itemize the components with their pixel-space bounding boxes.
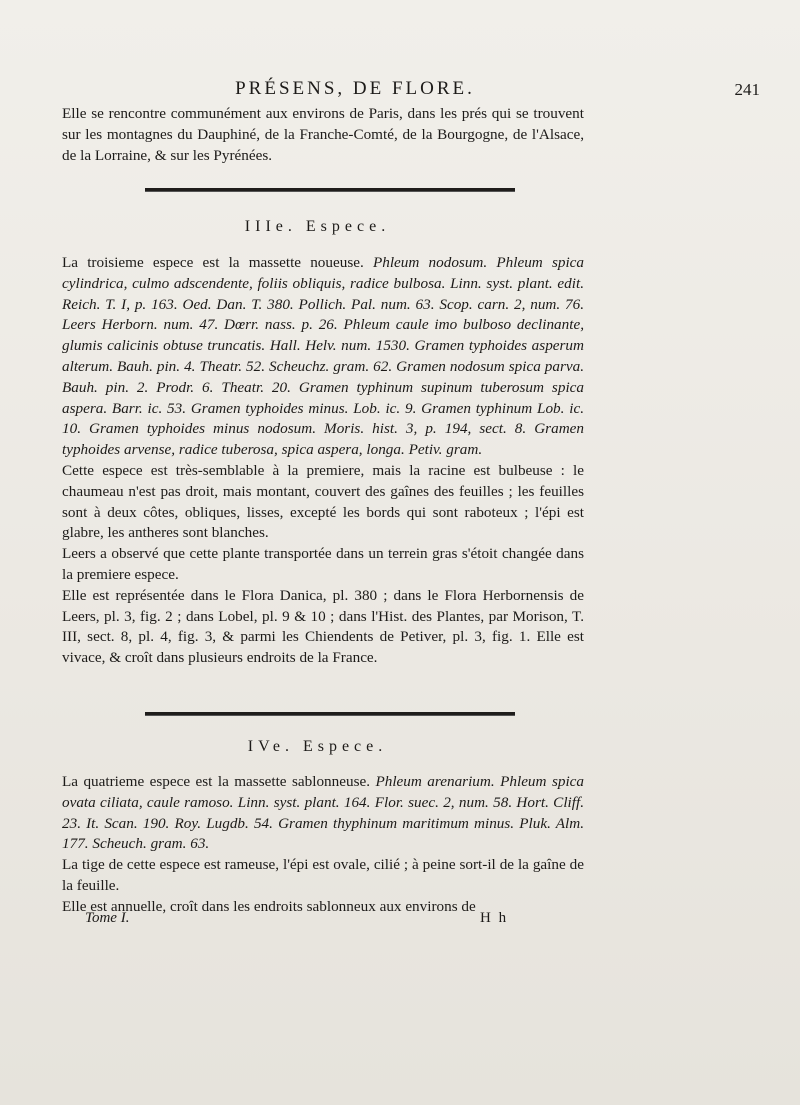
page-number: 241 xyxy=(734,80,760,99)
running-title: PRÉSENS, DE FLORE. xyxy=(235,78,475,99)
section-body xyxy=(62,772,584,918)
synonymy-references: Phleum arenarium. Phleum spica ovata ciliata, caule ramoso. Linn. syst. plant. 164. Flor. suec. 2, num. 58. Hort. Cliff. 23. It. Scan. 190. Roy. Lugdb. 54. Gramen thyphinum maritimum minus. Pluk. Alm. 177. Scheuch. gram. 63. xyxy=(62,773,584,853)
illustration-paragraph: Elle est représentée dans le Flora Danica, pl. 380 ; dans le Flora Herbornensis de Leers, pl. 3, fig. 2 ; dans Lobel, pl. 9 & 10 ; dans l'Hist. des Plantes, par Morison, T. III, sect. 8, pl. 4, fig. 3, & parmi les Chiendents de Petiver, pl. 3, fig. 1. Elle est vivace, & croît dans plusieurs endroits de la France. xyxy=(62,586,584,667)
description-paragraph: Cette espece est très-semblable à la premiere, mais la racine est bulbeuse : le chaumeau n'est pas droit, mais montant, couvert des gaînes des feuilles ; les feuilles sont à deux côtes, obliques, lisses, excepté les bords qui sont raboteux ; l'épi est glabre, les antheres sont blanches. xyxy=(62,461,584,542)
synonymy-paragraph xyxy=(62,253,584,461)
page-header xyxy=(60,78,760,102)
section-divider xyxy=(145,188,515,192)
synonymy-intro: La quatrieme espece est la massette sablonneuse. xyxy=(62,773,371,790)
signature-mark: H h xyxy=(480,910,509,926)
section-heading: IIIe. Espece. xyxy=(244,218,391,235)
observation-paragraph: Leers a observé que cette plante transportée dans un terrein gras s'étoit changée dans la premiere espece. xyxy=(62,545,584,583)
synonymy-intro: La troisieme espece est la massette noueuse. xyxy=(62,254,364,271)
volume-label: Tome I. xyxy=(85,910,130,926)
synonymy-references: Phleum nodosum. Phleum spica cylindrica, culmo adscendente, foliis obliquis, radice bulbosa. Linn. syst. plant. edit. Reich. T. I, p. 163. Oed. Dan. T. 380. Pollich. Pal. num. 63. Scop. carn. 2, num. 76. Leers Herborn. num. 47. Dœrr. nass. p. 26. Phleum caule imo bulboso declinante, glumis calicinis obtuse truncatis. Hall. Helv. num. 1530. Gramen typhoides asperum alterum. Bauh. pin. 4. Theatr. 52. Scheuchz. gram. 62. Gramen nodosum spica parva. Bauh. pin. 2. Prodr. 6. Theatr. 20. Gramen typhinum supinum tuberosum spica aspera. Barr. ic. 53. Gramen typhoides minus. Lob. ic. 9. Gramen typhinum Lob. ic. 10. Gramen typhoides minus nodosum. Moris. hist. 3, p. 194, sect. 8. Gramen typhoides arvense, radice tuberosa, spica aspera, longa. Petiv. gram. xyxy=(62,254,584,459)
synonymy-paragraph xyxy=(62,772,584,855)
intro-paragraph: Elle se rencontre communément aux environs de Paris, dans les prés qui se trouvent sur les montagnes du Dauphiné, de la Franche-Comté, de la Bourgogne, de l'Alsace, de la Lorraine, & sur les Pyrénées. xyxy=(62,105,584,164)
section-divider xyxy=(145,712,515,716)
section-heading: IVe. Espece. xyxy=(247,738,388,755)
section-body xyxy=(62,253,584,669)
description-paragraph: La tige de cette espece est rameuse, l'épi est ovale, cilié ; à peine sort-il de la gaîne de la feuille. xyxy=(62,856,584,894)
habitat-paragraph: Elle est annuelle, croît dans les endroits sablonneux aux environs de xyxy=(62,897,476,915)
